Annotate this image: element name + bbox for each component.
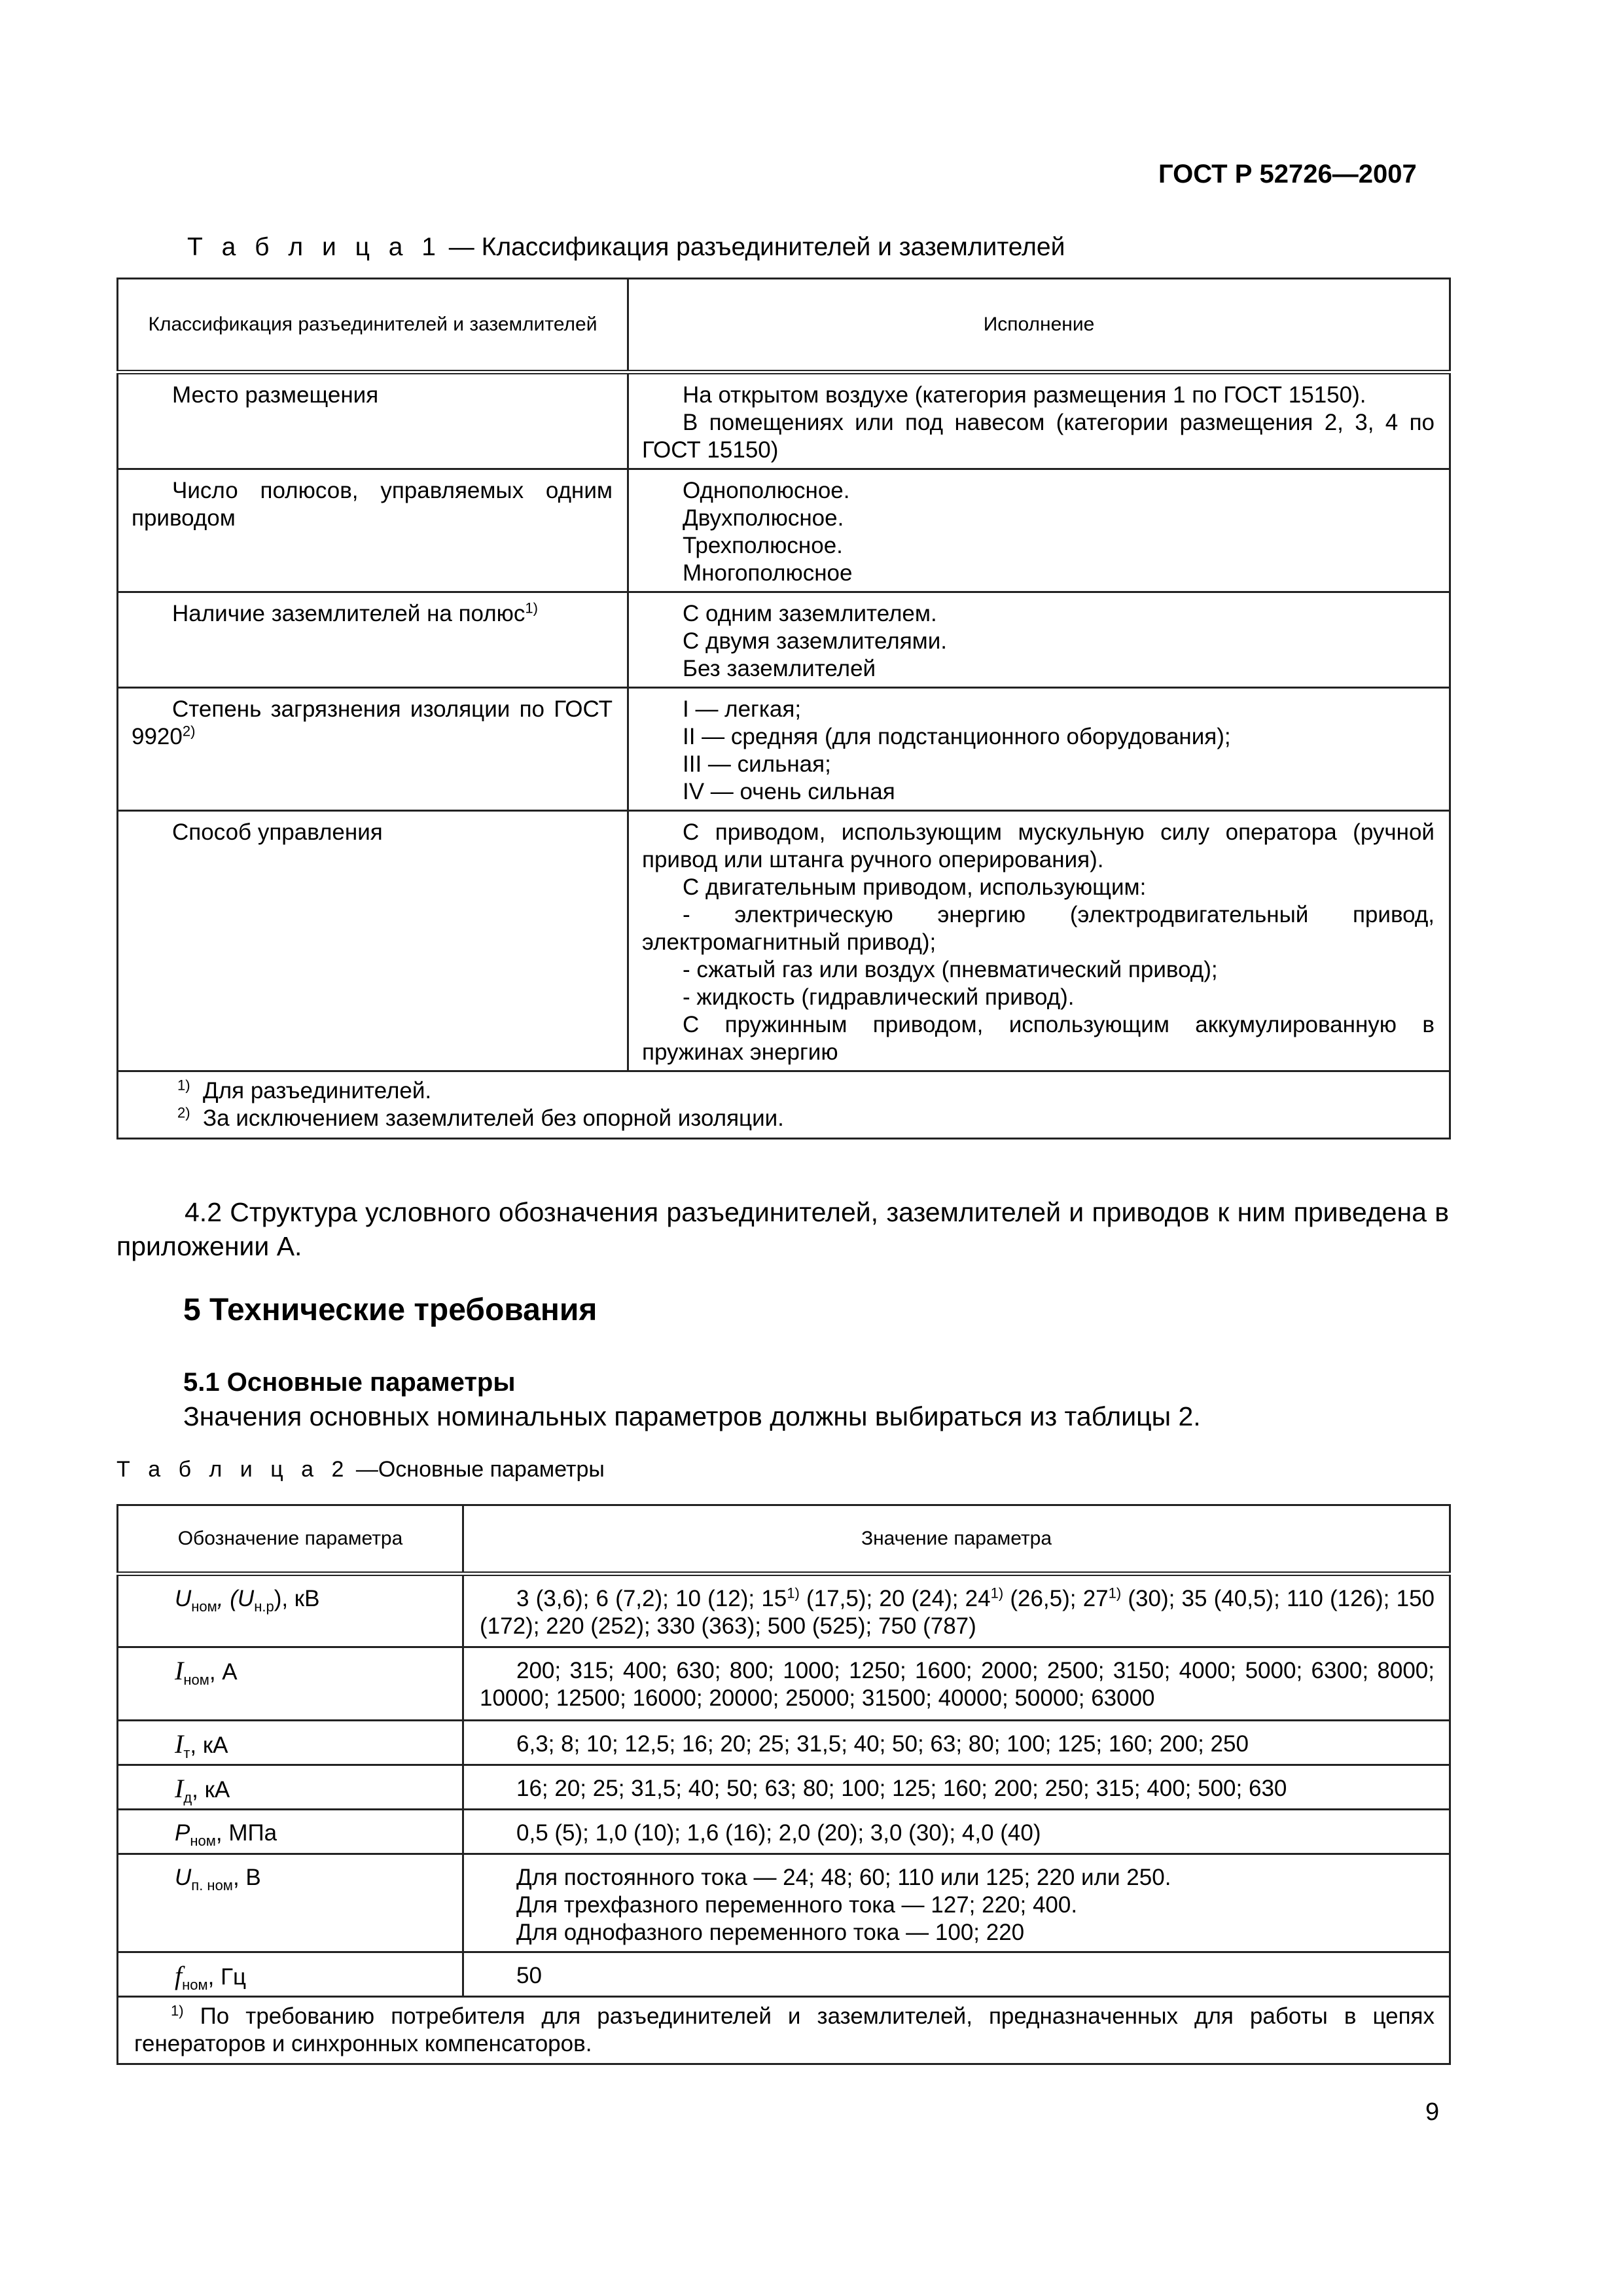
parameter-text: , ( [217, 1586, 238, 1611]
value-cell [463, 1810, 1450, 1854]
note-text: За исключением заземлителей без опорной изоляции. [203, 1105, 784, 1131]
table-row [118, 688, 1450, 811]
parameter-unit: , Гц [207, 1964, 247, 1990]
parameter-cell [118, 1952, 463, 1997]
table-row [118, 1854, 1450, 1952]
parameter-unit: , В [232, 1865, 261, 1890]
execution-cell [628, 688, 1450, 811]
value-cell [463, 1647, 1450, 1721]
execution-line: В помещениях или под навесом (категории размещения 2, 3, 4 по ГОСТ 15150) [642, 410, 1435, 463]
paragraph-5-1: Значения основных номинальных параметров должны выбираться из таблицы 2. [183, 1401, 1201, 1431]
execution-line: - сжатый газ или воздух (пневматический привод); [683, 957, 1218, 982]
value-fragment: (17,5); 20 (24); 24 [799, 1586, 991, 1611]
value-text: 0,5 (5); 1,0 (10); 1,6 (16); 2,0 (20); 3,0 (30); 4,0 (40) [516, 1820, 1041, 1846]
parameter-cell [118, 1574, 463, 1647]
classification-cell: Место размещения [118, 372, 628, 469]
parameter-symbol: I [175, 1729, 184, 1759]
parameter-subscript: ном [190, 1833, 216, 1849]
table-row [118, 372, 1450, 469]
value-cell [463, 1721, 1450, 1765]
execution-line: Двухполюсное. [683, 505, 844, 531]
table-notes [118, 1997, 1450, 2064]
value-line: Для однофазного переменного тока — 100; 220 [516, 1920, 1025, 1945]
parameter-subscript: н.р [254, 1598, 274, 1615]
parameter-cell [118, 1810, 463, 1854]
table1-caption-prefix: Т а б л и ц а 1 [187, 233, 442, 261]
parameters-table [116, 1504, 1451, 2065]
parameter-cell [118, 1765, 463, 1810]
execution-line: Трехполюсное. [683, 533, 843, 558]
parameter-symbol: f [175, 1961, 183, 1990]
execution-line: Многополюсное [683, 560, 853, 586]
value-text: 16; 20; 25; 31,5; 40; 50; 63; 80; 100; 125; 160; 200; 250; 315; 400; 500; 630 [516, 1776, 1287, 1801]
execution-line: IV — очень сильная [683, 779, 895, 804]
subsection-heading: 5.1 Основные параметры [183, 1368, 516, 1397]
footnote-mark: 1) [990, 1585, 1004, 1602]
value-text: 6,3; 8; 10; 12,5; 16; 20; 25; 31,5; 40; 50; 63; 80; 100; 125; 160; 200; 250 [516, 1731, 1249, 1757]
document-number: ГОСТ Р 52726—2007 [1158, 160, 1417, 188]
table-row [118, 469, 1450, 592]
table-notes [118, 1071, 1450, 1139]
table-row [118, 1952, 1450, 1997]
paragraph-4-2: 4.2 Структура условного обозначения разъединителей, заземлителей и приводов к ним приведена в приложении А. [116, 1197, 1449, 1261]
table2-caption [116, 1457, 605, 1482]
note-text: По требованию потребителя для разъединителей и заземлителей, предназначенных для работы в цепях генераторов и синхронных компенсаторов. [134, 2003, 1435, 2056]
classification-cell: Число полюсов, управляемых одним приводом [118, 469, 628, 592]
value-cell [463, 1854, 1450, 1952]
parameter-subscript: ном [182, 1977, 208, 1993]
classification-text: Наличие заземлителей на полюс [172, 601, 526, 626]
column-header-execution: Исполнение [628, 279, 1450, 372]
classification-text: Степень загрязнения изоляции по ГОСТ 9920 [132, 696, 613, 749]
parameter-unit: , А [209, 1659, 238, 1685]
table-note [134, 2003, 1435, 2058]
table-note [177, 1105, 1435, 1132]
execution-line: С приводом, использующим мускульную силу оператора (ручной привод или штанга ручного оперирования). [642, 819, 1435, 872]
parameter-subscript: ном [183, 1672, 209, 1688]
table-row [118, 1574, 1450, 1647]
column-header-classification: Классификация разъединителей и заземлителей [118, 279, 628, 372]
value-line: Для постоянного тока — 24; 48; 60; 110 или 125; 220 или 250. [516, 1865, 1171, 1890]
table-row [118, 1810, 1450, 1854]
parameter-unit: , МПа [215, 1820, 277, 1846]
value-cell [463, 1765, 1450, 1810]
footnote-mark: 2) [182, 723, 196, 740]
parameter-cell [118, 1854, 463, 1952]
column-header-value: Значение параметра [463, 1505, 1450, 1574]
execution-cell [628, 469, 1450, 592]
table-row [118, 1647, 1450, 1721]
footnote-mark: 1) [171, 2002, 184, 2019]
execution-line: Однополюсное. [683, 478, 850, 503]
table2-caption-prefix: Т а б л и ц а 2 [116, 1457, 350, 1482]
value-text: 50 [516, 1963, 542, 1988]
value-text [480, 1585, 1435, 1640]
value-text: 200; 315; 400; 630; 800; 1000; 1250; 1600; 2000; 2500; 3150; 4000; 5000; 6300; 8000; 10000; 12500; 16000; 20000; 25000; 31500; 40000; 50000; 63000 [480, 1658, 1435, 1711]
section-heading: 5 Технические требования [183, 1293, 597, 1327]
parameter-symbol: I [175, 1774, 184, 1803]
footnote-mark: 1) [1108, 1585, 1122, 1602]
execution-cell [628, 592, 1450, 688]
table-row [118, 811, 1450, 1071]
parameter-cell [118, 1721, 463, 1765]
parameter-subscript: д [183, 1789, 192, 1806]
execution-line: I — легкая; [683, 696, 802, 722]
parameter-cell [118, 1647, 463, 1721]
table-row [118, 592, 1450, 688]
page-number: 9 [1425, 2098, 1440, 2126]
table-notes-row [118, 1997, 1450, 2064]
execution-line: - жидкость (гидравлический привод). [683, 984, 1075, 1010]
footnote-mark: 2) [177, 1104, 190, 1121]
value-line: Для трехфазного переменного тока — 127; 220; 400. [516, 1892, 1078, 1918]
parameter-subscript: п. ном [191, 1877, 233, 1893]
execution-line: - электрическую энергию (электродвигательный привод, электромагнитный привод); [642, 902, 1435, 955]
parameter-symbol: U [175, 1865, 192, 1890]
classification-cell [118, 688, 628, 811]
footnote-mark: 1) [787, 1585, 800, 1602]
value-cell [463, 1952, 1450, 1997]
execution-line: С двумя заземлителями. [683, 628, 948, 654]
parameter-subscript: т [183, 1745, 190, 1761]
table1-caption-title: — Классификация разъединителей и заземлителей [441, 233, 1065, 261]
execution-line: С одним заземлителем. [683, 601, 937, 626]
table-row [118, 1765, 1450, 1810]
parameter-symbol: P [175, 1820, 190, 1846]
execution-line: II — средняя (для подстанционного оборудования); [683, 724, 1231, 749]
classification-cell [118, 592, 628, 688]
parameter-unit: , кА [190, 1732, 228, 1758]
execution-line: III — сильная; [683, 751, 831, 777]
table1-caption [187, 233, 1065, 262]
table2-caption-title: —Основные параметры [349, 1457, 605, 1482]
table-header-row [118, 279, 1450, 372]
table-notes-row [118, 1071, 1450, 1139]
value-fragment: 3 (3,6); 6 (7,2); 10 (12); 15 [516, 1586, 787, 1611]
execution-line: Без заземлителей [683, 656, 876, 681]
parameter-unit: , кА [192, 1777, 230, 1803]
parameter-unit: ), кВ [274, 1586, 320, 1611]
parameter-symbol: U [237, 1586, 255, 1611]
table-row [118, 1721, 1450, 1765]
parameter-symbol: U [175, 1586, 192, 1611]
execution-line: С пружинным приводом, использующим аккумулированную в пружинах энергию [642, 1012, 1435, 1065]
parameter-symbol: I [175, 1656, 184, 1685]
value-cell [463, 1574, 1450, 1647]
execution-cell [628, 372, 1450, 469]
table-note [177, 1077, 1435, 1105]
footnote-mark: 1) [177, 1077, 190, 1094]
value-fragment: (26,5); 27 [1003, 1586, 1109, 1611]
execution-line: С двигательным приводом, использующим: [683, 874, 1147, 900]
execution-cell [628, 811, 1450, 1071]
column-header-parameter: Обозначение параметра [118, 1505, 463, 1574]
table-header-row [118, 1505, 1450, 1574]
execution-line: На открытом воздухе (категория размещения 1 по ГОСТ 15150). [683, 382, 1366, 408]
classification-cell: Способ управления [118, 811, 628, 1071]
note-text: Для разъединителей. [203, 1078, 432, 1103]
value-fragment: (30); 35 (40,5); 110 (126); 150 (172); 220 (252); 330 (363); 500 (525); 750 (787) [480, 1586, 1435, 1639]
parameter-subscript: ном [191, 1598, 217, 1615]
classification-table [116, 278, 1451, 1139]
footnote-mark: 1) [525, 600, 538, 617]
